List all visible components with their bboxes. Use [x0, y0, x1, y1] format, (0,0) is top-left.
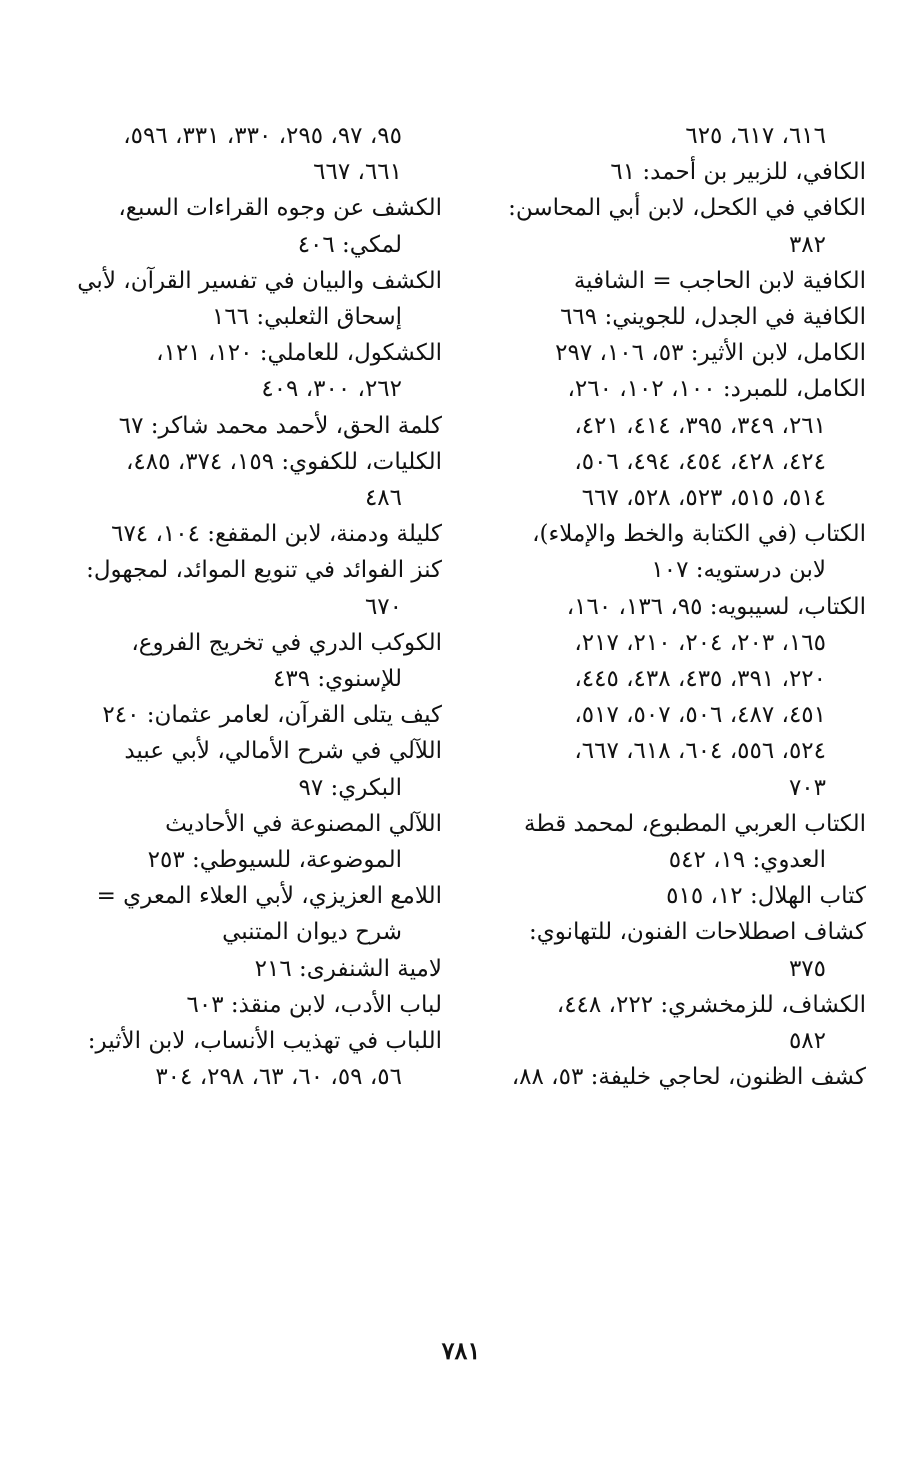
index-entry [486, 806, 866, 878]
index-entry-line: اللآلي في شرح الأمالي، لأبي عبيد [124, 738, 442, 765]
index-entry-line: ٥٦، ٥٩، ٦٠، ٦٣، ٢٩٨، ٣٠٤ [155, 1064, 402, 1091]
index-entry-line: ٢٦٢، ٣٠٠، ٤٠٩ [261, 376, 402, 403]
index-entry-line: ٥٢٤، ٥٥٦، ٦٠٤، ٦١٨، ٦٦٧، [574, 738, 826, 765]
index-entry-line: الموضوعة، للسيوطي: ٢٥٣ [147, 847, 402, 874]
index-entry-line: ٧٠٣ [788, 774, 826, 801]
index-entry-line: الكافية في الجدل، للجويني: ٦٦٩ [560, 304, 866, 331]
index-entry [62, 516, 442, 552]
index-entry-line: كتاب الهلال: ١٢، ٥١٥ [666, 883, 866, 910]
index-entry-line: اللامع العزيزي، لأبي العلاء المعري = [96, 883, 442, 910]
page-number: ٧٨١ [441, 1336, 481, 1365]
index-entry-line: ٦١٦، ٦١٧، ٦٢٥ [685, 123, 826, 149]
index-entry-line: ٢٢٠، ٣٩١، ٤٣٥، ٤٣٨، ٤٤٥، [574, 666, 826, 693]
index-entry [486, 878, 866, 914]
index-entry [486, 299, 866, 335]
index-entry-line: ٤٥١، ٤٨٧، ٥٠٦، ٥٠٧، ٥١٧، [574, 702, 826, 729]
index-entry [486, 263, 866, 299]
index-entry-line: لابن درستويه: ١٠٧ [651, 557, 826, 584]
index-entry [62, 1023, 442, 1095]
index-entry-line: البكري: ٩٧ [298, 774, 402, 801]
index-entry [62, 118, 442, 190]
index-entry-line: ٥١٤، ٥١٥، ٥٢٣، ٥٢٨، ٦٦٧ [581, 485, 826, 512]
right-column [486, 118, 866, 1095]
index-entry [62, 697, 442, 733]
index-entry-line: كيف يتلى القرآن، لعامر عثمان: ٢٤٠ [102, 702, 442, 729]
index-entry-line: لمكي: ٤٠٦ [297, 231, 402, 258]
index-entry-line: كلمة الحق، لأحمد محمد شاكر: ٦٧ [118, 412, 442, 439]
index-entry-line: ٩٥، ٩٧، ٢٩٥، ٣٣٠، ٣٣١، ٥٩٦، [123, 123, 402, 149]
index-entry-line: الكافية لابن الحاجب = الشافية [573, 267, 866, 294]
index-entry [62, 335, 442, 407]
index-entry-line: ٣٨٢ [788, 231, 826, 258]
index-entry-line: الكشكول، للعاملي: ١٢٠، ١٢١، [156, 340, 442, 367]
index-entry [486, 118, 866, 154]
index-entry-line: الكوكب الدري في تخريج الفروع، [131, 629, 442, 656]
index-entry [62, 951, 442, 987]
index-entry [62, 552, 442, 624]
index-entry [62, 190, 442, 262]
index-entry-line: الكليات، للكفوي: ١٥٩، ٣٧٤، ٤٨٥، [125, 448, 442, 475]
index-entry [62, 625, 442, 697]
index-entry-line: العدوي: ١٩، ٥٤٢ [668, 847, 826, 874]
index-entry [62, 444, 442, 516]
index-entry [486, 335, 866, 371]
index-entry [486, 987, 866, 1059]
index-entry-line: الكافي في الكحل، لابن أبي المحاسن: [508, 195, 866, 222]
index-entry-line: ٢٦١، ٣٤٩، ٣٩٥، ٤١٤، ٤٢١، [574, 412, 826, 439]
index-entry-line: ٦٦١، ٦٦٧ [313, 159, 402, 186]
index-entry-line: للإسنوي: ٤٣٩ [273, 666, 402, 693]
index-entry [486, 589, 866, 806]
index-entry [62, 733, 442, 805]
index-entry [486, 154, 866, 190]
index-entry-line: الكشاف، للزمخشري: ٢٢٢، ٤٤٨، [556, 991, 866, 1018]
index-entry-line: كشاف اصطلاحات الفنون، للتهانوي: [528, 919, 866, 946]
index-entry-line: شرح ديوان المتنبي [222, 919, 402, 946]
index-entry-line: الكامل، للمبرد: ١٠٠، ١٠٢، ٢٦٠، [567, 376, 866, 403]
index-entry-line: الكتاب، لسيبويه: ٩٥، ١٣٦، ١٦٠، [566, 593, 866, 620]
index-entry-line: لباب الأدب، لابن منقذ: ٦٠٣ [186, 991, 442, 1018]
index-entry [486, 516, 866, 588]
index-entry [62, 408, 442, 444]
index-entry-line: الكشف والبيان في تفسير القرآن، لأبي [77, 267, 442, 294]
index-entry-line: ٤٨٦ [364, 485, 402, 512]
index-entry-line: ٣٧٥ [788, 955, 826, 982]
index-entry-line: لامية الشنفرى: ٢١٦ [254, 955, 442, 982]
index-entry-line: ٦٧٠ [364, 593, 402, 620]
index-entry-line: الكتاب العربي المطبوع، لمحمد قطة [524, 810, 866, 837]
index-entry [486, 371, 866, 516]
index-entry-line: ٥٨٢ [788, 1028, 826, 1055]
index-entry-line: ٤٢٤، ٤٢٨، ٤٥٤، ٤٩٤، ٥٠٦، [574, 448, 826, 475]
index-entry-line: كنز الفوائد في تنويع الموائد، لمجهول: [86, 557, 442, 584]
index-entry-line: كليلة ودمنة، لابن المقفع: ١٠٤، ٦٧٤ [111, 521, 442, 548]
index-entry [62, 987, 442, 1023]
index-entry-line: إسحاق الثعلبي: ١٦٦ [212, 304, 402, 331]
index-entry-line: اللباب في تهذيب الأنساب، لابن الأثير: [87, 1028, 442, 1055]
index-entry [62, 878, 442, 950]
index-entry [62, 806, 442, 878]
index-entry [486, 1059, 866, 1095]
index-entry [62, 263, 442, 335]
index-entry [486, 190, 866, 262]
index-entry-line: الكافي، للزبير بن أحمد: ٦١ [610, 159, 866, 186]
index-entry-line: الكتاب (في الكتابة والخط والإملاء)، [532, 521, 866, 548]
left-column [62, 118, 442, 1095]
index-entry-line: ١٦٥، ٢٠٣، ٢٠٤، ٢١٠، ٢١٧، [574, 629, 826, 656]
index-entry-line: الكامل، لابن الأثير: ٥٣، ١٠٦، ٢٩٧ [555, 340, 866, 367]
index-entry-line: كشف الظنون، لحاجي خليفة: ٥٣، ٨٨، [511, 1064, 866, 1091]
index-entry-line: الكشف عن وجوه القراءات السبع، [118, 195, 442, 222]
index-entry-line: اللآلي المصنوعة في الأحاديث [165, 810, 442, 837]
index-entry [486, 914, 866, 986]
